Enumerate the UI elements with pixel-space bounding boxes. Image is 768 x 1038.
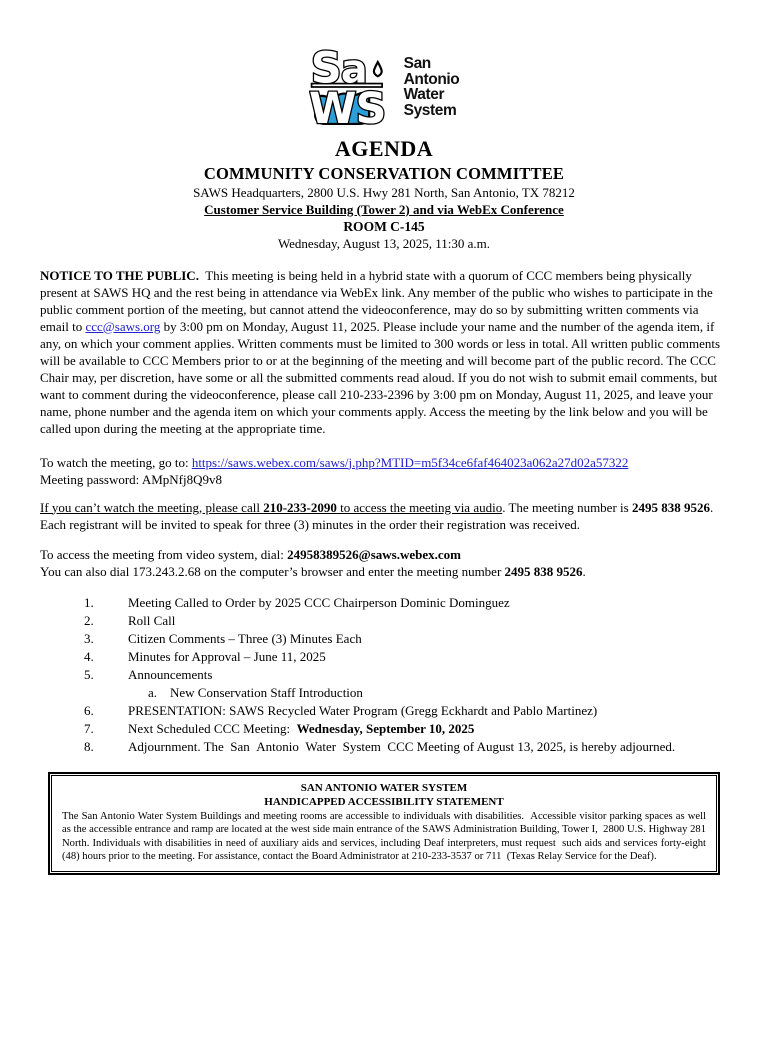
- agenda-item-number: 1.: [84, 594, 94, 610]
- logo-wordmark: [404, 56, 460, 118]
- notice-label: NOTICE TO THE PUBLIC.: [40, 267, 199, 283]
- notice-paragraph: [40, 267, 728, 437]
- watch-prefix: To watch the meeting, go to:: [40, 454, 192, 470]
- audio-text-tail: . Each registrant will be invited to speak for three (3) minutes in the order their registration was received.: [40, 499, 714, 532]
- accessibility-title-org: SAN ANTONIO WATER SYSTEM: [300, 781, 468, 794]
- agenda-item: [40, 612, 728, 630]
- page-title: AGENDA: [334, 136, 434, 161]
- svg-text:a: a: [340, 46, 368, 93]
- svg-text:W: W: [308, 84, 357, 130]
- agenda-item-text: Citizen Comments – Three (3) Minutes Each: [128, 630, 362, 646]
- video-browser-text: You can also dial 173.243.2.68 on the computer’s browser and enter the meeting number: [40, 563, 505, 579]
- password-line: Meeting password: AMpNfj8Q9v8: [40, 471, 222, 487]
- accessibility-box: [48, 772, 720, 875]
- watch-paragraph: [40, 454, 728, 488]
- video-meeting-number: 2495 838 9526: [504, 563, 583, 579]
- agenda-list: [40, 594, 728, 756]
- saws-logo: [0, 44, 768, 130]
- agenda-item-text: Meeting Called to Order by 2025 CCC Chairperson Dominic Dominguez: [128, 594, 510, 610]
- audio-text-mid: . The meeting number is: [502, 499, 632, 515]
- video-text-end: .: [582, 563, 586, 579]
- location-line: Customer Service Building (Tower 2) and via WebEx Conference: [204, 201, 564, 217]
- logo-word-san: San: [403, 55, 431, 72]
- audio-paragraph: [40, 499, 728, 533]
- agenda-item: [40, 702, 728, 720]
- logo-word-system: System: [403, 101, 457, 119]
- notice-text-after-email: by 3:00 pm on Monday, August 11, 2025. Please include your name and the number of the agenda item, if any, on which your comment applies. Written comments must be limited to 300 words or less in total. All written public comments will be available to CCC Members prior to or at the beginning of the meeting and will become part of the public record. The CCC Chair may, per discretion, have some or all the submitted comments read aloud. If you do not wish to submit email comments, but want to comment during the videoconference, please call 210-233-2396 by 3:00 pm on Monday, August 11, 2025, and leave your name, phone number and the agenda item on which your comments apply. Access the meeting by the link below and you will be called upon during the meeting at the appropriate time.: [40, 318, 721, 436]
- agenda-item-text: Minutes for Approval – June 11, 2025: [128, 648, 326, 664]
- audio-text-pre: If you can’t watch the meeting, please call: [40, 499, 264, 515]
- agenda-item: [40, 648, 728, 666]
- agenda-item-text: Adjournment. The San Antonio Water System CCC Meeting of August 13, 2025, is hereby adjourned.: [128, 738, 676, 754]
- document-header: [0, 136, 768, 252]
- accessibility-box-inner: [51, 775, 717, 872]
- agenda-item-text: Roll Call: [128, 612, 176, 628]
- agenda-item-number: 4.: [84, 648, 94, 664]
- agenda-item-number: 3.: [84, 630, 94, 646]
- agenda-item: [40, 594, 728, 612]
- agenda-item: [40, 720, 728, 738]
- room-line: ROOM C-145: [343, 218, 425, 234]
- video-dial-prefix: To access the meeting from video system, dial:: [40, 546, 288, 562]
- audio-meeting-number: 2495 838 9526: [631, 499, 710, 515]
- agenda-subitem-text: New Conservation Staff Introduction: [170, 684, 363, 700]
- svg-text:S: S: [355, 84, 387, 130]
- audio-underlined-segment: [40, 500, 502, 515]
- agenda-item-text: PRESENTATION: SAWS Recycled Water Program (Gregg Eckhardt and Pablo Martinez): [128, 702, 598, 718]
- agenda-item-number: 8.: [84, 738, 94, 754]
- agenda-item: [40, 666, 728, 684]
- audio-text-post: to access the meeting via audio: [336, 499, 503, 515]
- agenda-item-number: 2.: [84, 612, 94, 628]
- saws-logo-icon: [309, 44, 395, 130]
- email-link[interactable]: ccc@saws.org: [85, 318, 161, 334]
- agenda-subitem: [40, 684, 728, 702]
- agenda-item-number: 7.: [84, 720, 94, 736]
- committee-name: COMMUNITY CONSERVATION COMMITTEE: [203, 163, 565, 183]
- water-drop-icon: [374, 62, 382, 76]
- accessibility-body: The San Antonio Water System Buildings and meeting rooms are accessible to individuals with disabilities. Accessible visitor parking spaces as well as the accessible entrance and ramp are located at the west side main entrance of the SAWS Administration Building, Tower I, 2800 U.S. Highway 281 North. Individuals with disabilities in need of auxiliary aids and services, including Deaf interpreters, must request such aids and services forty-eight (48) hours prior to the meeting. For assistance, contact the Board Administrator at 210-233-3537 or 711 (Texas Relay Service for the Deaf).: [62, 810, 706, 863]
- agenda-item-number: 6.: [84, 702, 94, 718]
- agenda-item-text: Announcements: [128, 666, 213, 682]
- video-dial-address: 24958389526@saws.webex.com: [287, 546, 461, 562]
- agenda-item-text: Next Scheduled CCC Meeting: Wednesday, September 10, 2025: [128, 720, 475, 736]
- audio-phone-number: 210-233-2090: [263, 499, 337, 515]
- agenda-item: [40, 738, 728, 756]
- agenda-item: [40, 630, 728, 648]
- agenda-item-number: 5.: [84, 666, 94, 682]
- webex-link[interactable]: https://saws.webex.com/saws/j.php?MTID=m5f34ce6faf464023a062a27d02a57322: [191, 454, 629, 470]
- logo-word-antonio: Antonio: [403, 70, 460, 88]
- logo-word-water: Water: [403, 86, 445, 103]
- notice-text-before-email: This meeting is being held in a hybrid state with a quorum of CCC members being physically present at SAWS HQ and the rest being in attendance via WebEx link. Any member of the public who wishes to participate in the public comment portion of the meeting, but cannot attend the videoconference, may do so by submitting written comments via email to: [40, 267, 713, 334]
- accessibility-title-statement: HANDICAPPED ACCESSIBILITY STATEMENT: [264, 795, 504, 808]
- agenda-subitem-letter: a.: [148, 684, 158, 700]
- datetime-line: Wednesday, August 13, 2025, 11:30 a.m.: [277, 236, 491, 252]
- svg-text:S: S: [310, 44, 342, 94]
- address-line: SAWS Headquarters, 2800 U.S. Hwy 281 North, San Antonio, TX 78212: [193, 184, 575, 200]
- agenda-document: [0, 44, 768, 875]
- video-paragraph: [40, 546, 728, 580]
